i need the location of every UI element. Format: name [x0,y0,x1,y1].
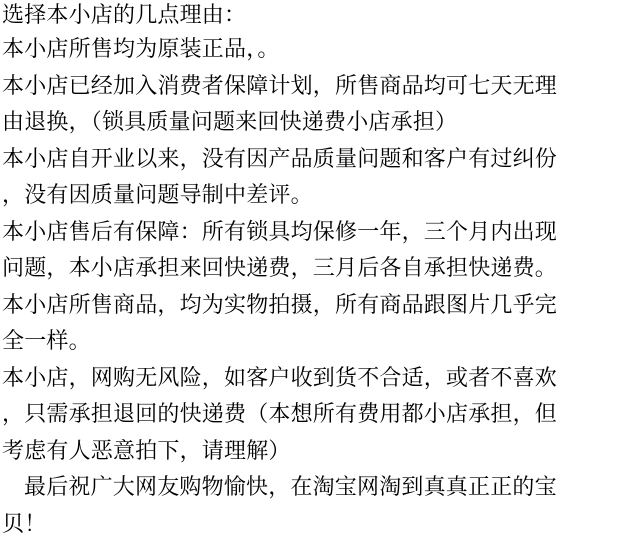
reason-no-disputes-line-1: 本小店自开业以来，没有因产品质量问题和客户有过纠份 [2,142,620,179]
reason-after-sales-line-2: 问题，本小店承担来回快递费，三月后各自承担快递费。 [2,251,620,288]
closing-wish-line-2: 贝！ [2,507,620,543]
reason-real-photos-line-1: 本小店所售商品，均为实物拍摄，所有商品跟图片几乎完 [2,288,620,325]
reason-genuine-line: 本小店所售均为原装正品，。 [2,32,620,69]
reason-consumer-protection-line-2: 由退换，（锁具质量问题来回快递费小店承担） [2,105,620,142]
reason-no-risk-line-3: 考虑有人恶意拍下，请理解） [2,434,620,471]
reason-no-risk-line-2: ，只需承担退回的快递费（本想所有费用都小店承担，但 [2,397,620,434]
reason-consumer-protection-line-1: 本小店已经加入消费者保障计划，所售商品均可七天无理 [2,69,620,106]
closing-wish-line-1: 最后祝广大网友购物愉快，在淘宝网淘到真真正正的宝 [2,470,620,507]
reason-real-photos-line-2: 全一样。 [2,324,620,361]
reason-no-risk-line-1: 本小店，网购无风险，如客户收到货不合适，或者不喜欢 [2,361,620,398]
reason-after-sales-line-1: 本小店售后有保障：所有锁具均保修一年，三个月内出现 [2,215,620,252]
document-heading: 选择本小店的几点理由： [2,0,620,32]
reason-no-disputes-line-2: ，没有因质量问题导制中差评。 [2,178,620,215]
